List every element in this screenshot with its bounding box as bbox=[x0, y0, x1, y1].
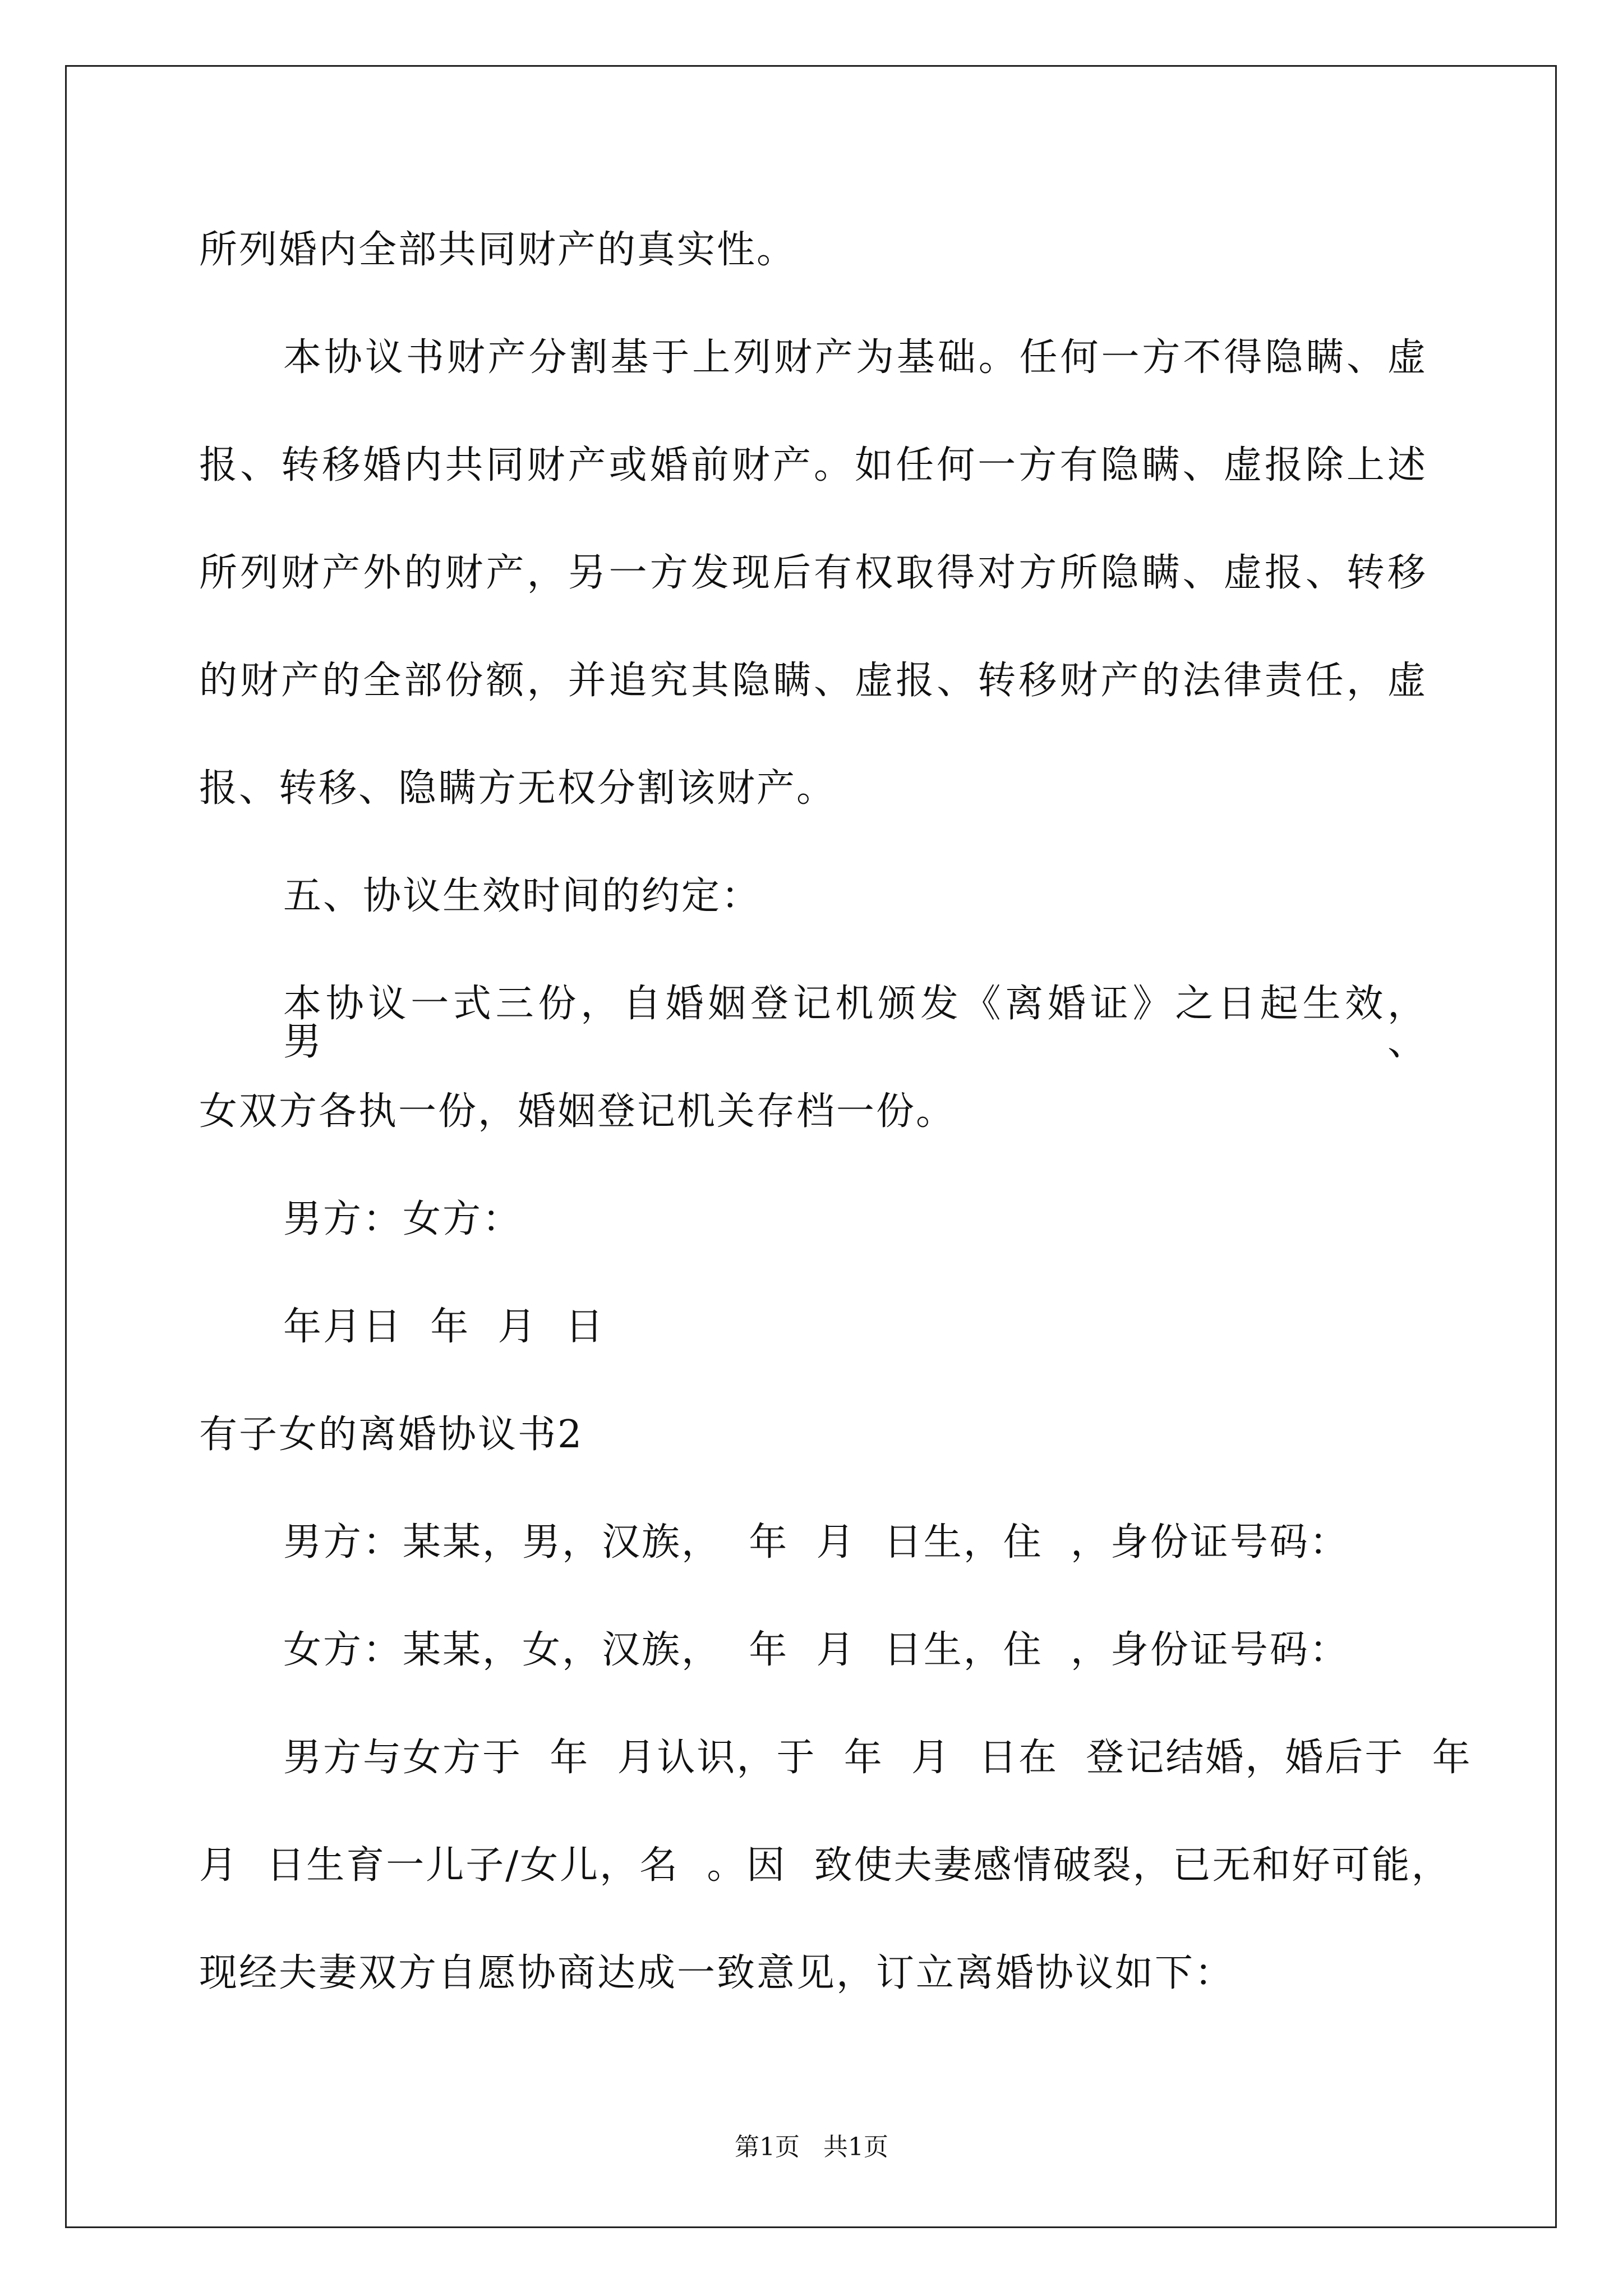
text-line: 的财产的全部份额，并追究其隐瞒、虚报、转移财产的法律责任，虚 bbox=[199, 659, 1427, 703]
party-male: 男方：某某，男，汉族， 年 月 日生，住 ，身份证号码： bbox=[283, 1520, 1349, 1565]
page-footer: 第1页 共1页 bbox=[735, 2133, 888, 2161]
text-line: 男方与女方于 年 月认识，于 年 月 日在 登记结婚，婚后于 年 bbox=[283, 1736, 1472, 1780]
date-line: 年月日 年 月 日 bbox=[283, 1305, 605, 1349]
text-line: 报、转移、隐瞒方无权分割该财产。 bbox=[199, 766, 837, 811]
text-line: 报、转移婚内共同财产或婚前财产。如任何一方有隐瞒、虚报除上述 bbox=[199, 443, 1427, 487]
text-line: 女双方各执一份，婚姻登记机关存档一份。 bbox=[199, 1089, 956, 1134]
signature-line: 男方：女方： bbox=[283, 1197, 523, 1241]
party-female: 女方：某某，女，汉族， 年 月 日生，住 ，身份证号码： bbox=[283, 1628, 1349, 1672]
document-title: 有子女的离婚协议书2 bbox=[199, 1412, 584, 1457]
page-border bbox=[65, 65, 1557, 2228]
text-line: 现经夫妻双方自愿协商达成一致意见，订立离婚协议如下： bbox=[199, 1951, 1235, 1995]
section-heading: 五、协议生效时间的约定： bbox=[283, 874, 762, 918]
text-line: 所列财产外的财产，另一方发现后有权取得对方所隐瞒、虚报、转移 bbox=[199, 551, 1427, 595]
text-line: 月 日生育一儿子/女儿，名 。因 致使夫妻感情破裂，已无和好可能， bbox=[199, 1843, 1451, 1888]
text-line: 所列婚内全部共同财产的真实性。 bbox=[199, 228, 797, 272]
text-line: 本协议一式三份，自婚姻登记机颁发《离婚证》之日起生效，男、 bbox=[283, 982, 1427, 1064]
text-line: 本协议书财产分割基于上列财产为基础。任何一方不得隐瞒、虚 bbox=[283, 335, 1427, 380]
